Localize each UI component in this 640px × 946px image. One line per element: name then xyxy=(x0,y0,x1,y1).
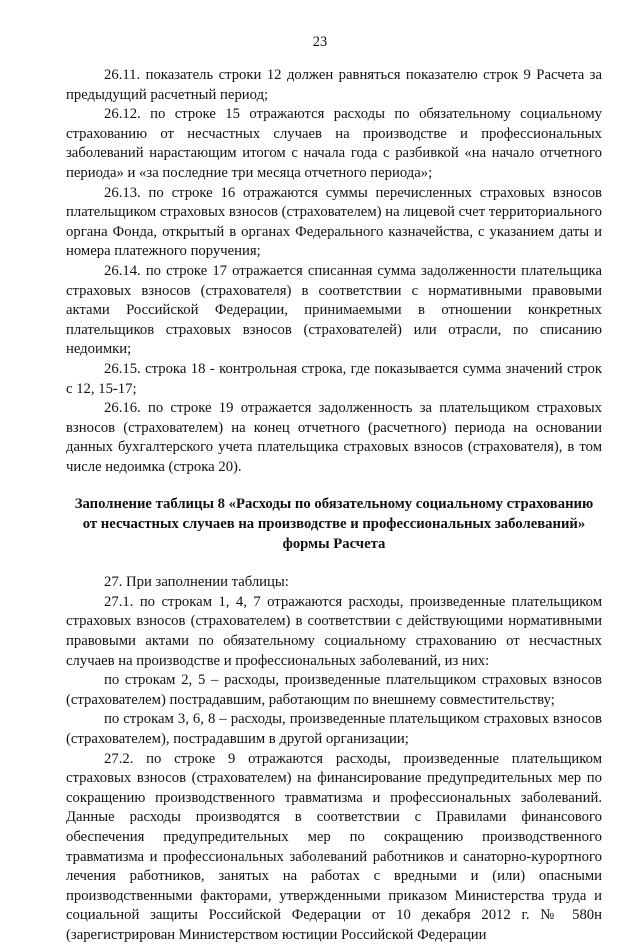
paragraph: по строкам 2, 5 – расходы, произведенные плательщиком страховых взносов (страхователем) пострадавшим, работающим по внешнему совместительству; xyxy=(66,672,602,708)
paragraph: 27. При заполнении таблицы: xyxy=(104,574,289,591)
paragraph: 26.16. по строке 19 отражается задолженность за плательщиком страховых взносов (страхователем) на конец отчетного (расчетного) периода на основании данных бухгалтерского учета плательщика страховых взносов (страхователя), в том числе недоимка (строка 20). xyxy=(66,400,602,475)
paragraphs-after-heading xyxy=(66,573,602,945)
page-number: 23 xyxy=(312,34,328,50)
paragraph: по строкам 3, 6, 8 – расходы, произведенные плательщиком страховых взносов (страхователем), пострадавшим в другой организации; xyxy=(66,711,602,747)
paragraphs-before-heading xyxy=(66,66,602,477)
section-heading: Заполнение таблицы 8 «Расходы по обязательному социальному страхованию от несчастных случаев на производстве и профессиональных заболеваний» формы Расчета xyxy=(74,496,594,552)
paragraph: 27.2. по строке 9 отражаются расходы, произведенные плательщиком страховых взносов (страхователем) на финансирование предупредительных мер по сокращению производственного травматизма и профессиональных заболеваний. Данные расходы производятся в соответствии с Правилами финансового обеспечения предупредительных мер по сокращению производственного травматизма и профессиональных заболеваний работников и санаторно-курортного лечения работников, занятых на работах с вредными и (или) опасными производственными факторами, утвержденными приказом Министерства труда и социальной защиты Российской Федерации от 10 декабря 2012 г. № 580н (зарегистрирован Министерством юстиции Российской Федерации xyxy=(66,750,602,943)
paragraph: 26.15. строка 18 - контрольная строка, где показывается сумма значений строк с 12, 15-17; xyxy=(66,360,602,397)
paragraph: 26.12. по строке 15 отражаются расходы по обязательному социальному страхованию от несчастных случаев на производстве и профессиональных заболеваний нарастающим итогом с начала года с разбивкой «на начало отчетного периода» и «за последние три месяца отчетного периода»; xyxy=(66,106,602,181)
paragraph: 26.14. по строке 17 отражается списанная сумма задолженности плательщика страховых взносов (страхователя) в соответствии с нормативными правовыми актами Российской Федерации, принимаемыми в отношении конкретных плательщиков страховых взносов (страхователей) или отрасли, по списанию недоимки; xyxy=(66,262,602,358)
paragraph: 26.11. показатель строки 12 должен равняться показателю строк 9 Расчета за предыдущий расчетный период; xyxy=(66,67,602,103)
paragraph: 26.13. по строке 16 отражаются суммы перечисленных страховых взносов плательщиком страховых взносов (страхователем) на лицевой счет территориального органа Фонда, открытый в органах Федерального казначейства, с указанием даты и номера платежного поручения; xyxy=(66,184,602,260)
paragraph: 27.1. по строкам 1, 4, 7 отражаются расходы, произведенные плательщиком страховых взносов (страхователем) в соответствии с действующими нормативными правовыми актами по обязательному социальному страхованию от несчастных случаев на производстве и профессиональных заболеваний, из них: xyxy=(66,593,602,669)
document-body xyxy=(66,66,602,946)
